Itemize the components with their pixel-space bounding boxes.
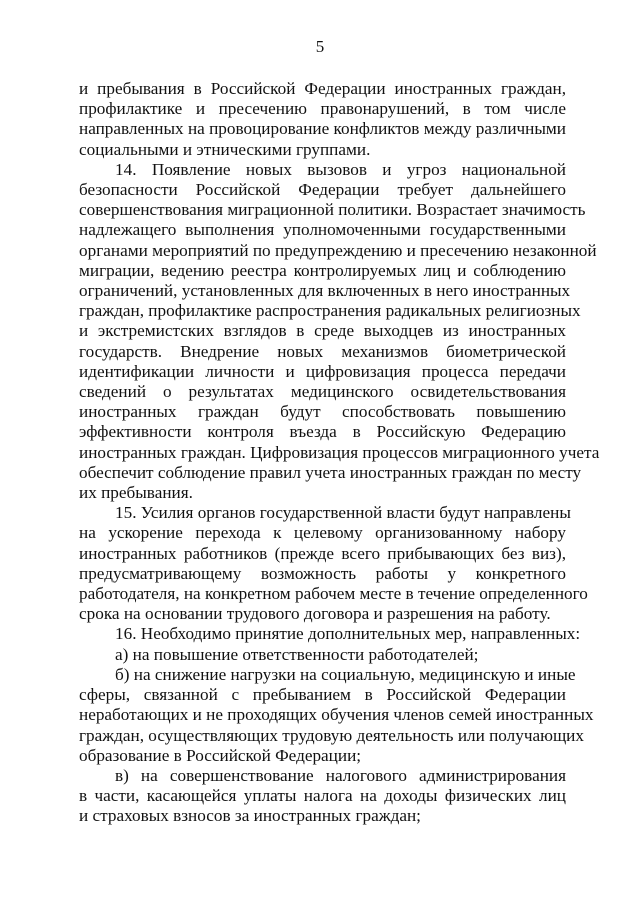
text-line: 16. Необходимо принятие дополнительных мер, направленных: [115, 624, 581, 644]
text-line: профилактике и пресечению правонарушений, в том числе [79, 99, 566, 119]
text-line: социальными и этническими группами. [79, 139, 371, 159]
text-line: граждан, профилактике распространения радикальных религиозных [79, 301, 581, 321]
text-line: б) на снижение нагрузки на социальную, медицинскую и иные [115, 664, 576, 684]
text-line: неработающих и не проходящих обучения членов семей иностранных [79, 705, 594, 725]
text-line: их пребывания. [79, 483, 193, 503]
paragraph-p-continuation [79, 79, 566, 160]
text-line: предусматривающему возможность работы у конкретного [79, 563, 566, 583]
text-line: иностранных граждан. Цифровизация процессов миграционного учета [79, 442, 600, 462]
paragraph-p-15 [79, 503, 588, 624]
text-line: направленных на провоцирование конфликтов между различными [79, 119, 566, 139]
text-line: ограничений, установленных для включенных в него иностранных [79, 281, 571, 301]
text-line: 14. Появление новых вызовов и угроз национальной [115, 159, 566, 179]
text-line: органами мероприятий по предупреждению и пресечению незаконной [79, 240, 597, 260]
text-line: сферы, связанной с пребыванием в Российской Федерации [79, 685, 566, 705]
text-line: сведений о результатах медицинского освидетельствования [79, 382, 566, 402]
text-line: миграции, ведению реестра контролируемых лиц и соблюдению [79, 260, 566, 280]
text-line: и страховых взносов за иностранных граждан; [79, 806, 421, 826]
text-line: в) на совершенствование налогового администрирования [115, 765, 566, 785]
document-body [79, 79, 600, 827]
text-line: работодателя, на конкретном рабочем месте в течение определенного [79, 584, 588, 604]
page-number: 5 [315, 37, 325, 56]
text-line: образование в Российской Федерации; [79, 745, 362, 765]
text-line: надлежащего выполнения уполномоченными государственными [79, 220, 566, 240]
text-line: идентификации личности и цифровизация процесса передачи [79, 361, 566, 381]
text-line: срока на основании трудового договора и разрешения на работу. [79, 604, 551, 624]
text-line: на ускорение перехода к целевому организованному набору [79, 523, 566, 543]
text-line: совершенствования миграционной политики. Возрастает значимость [79, 200, 586, 220]
text-line: иностранных работников (прежде всего прибывающих без виз), [79, 543, 566, 563]
paragraph-p-16 [79, 624, 581, 644]
text-line: обеспечит соблюдение правил учета иностранных граждан по месту [79, 462, 582, 482]
text-line: и экстремистских взглядов в среде выходцев из иностранных [79, 321, 566, 341]
text-line: в части, касающейся уплаты налога на доходы физических лиц [79, 786, 566, 806]
text-line: 15. Усилия органов государственной власти будут направлены [115, 503, 571, 523]
paragraph-p-16c [79, 766, 566, 827]
text-line: а) на повышение ответственности работодателей; [115, 644, 479, 664]
text-line: иностранных граждан будут способствовать повышению [79, 402, 566, 422]
text-line: и пребывания в Российской Федерации иностранных граждан, [79, 79, 566, 98]
paragraph-p-16a [79, 645, 566, 665]
paragraph-p-16b [79, 664, 594, 766]
paragraph-p-14 [79, 159, 600, 503]
text-line: безопасности Российской Федерации требует дальнейшего [79, 180, 566, 200]
text-line: граждан, осуществляющих трудовую деятельность или получающих [79, 725, 584, 745]
text-line: эффективности контроля въезда в Российскую Федерацию [79, 422, 566, 442]
text-line: государств. Внедрение новых механизмов биометрической [79, 341, 566, 361]
